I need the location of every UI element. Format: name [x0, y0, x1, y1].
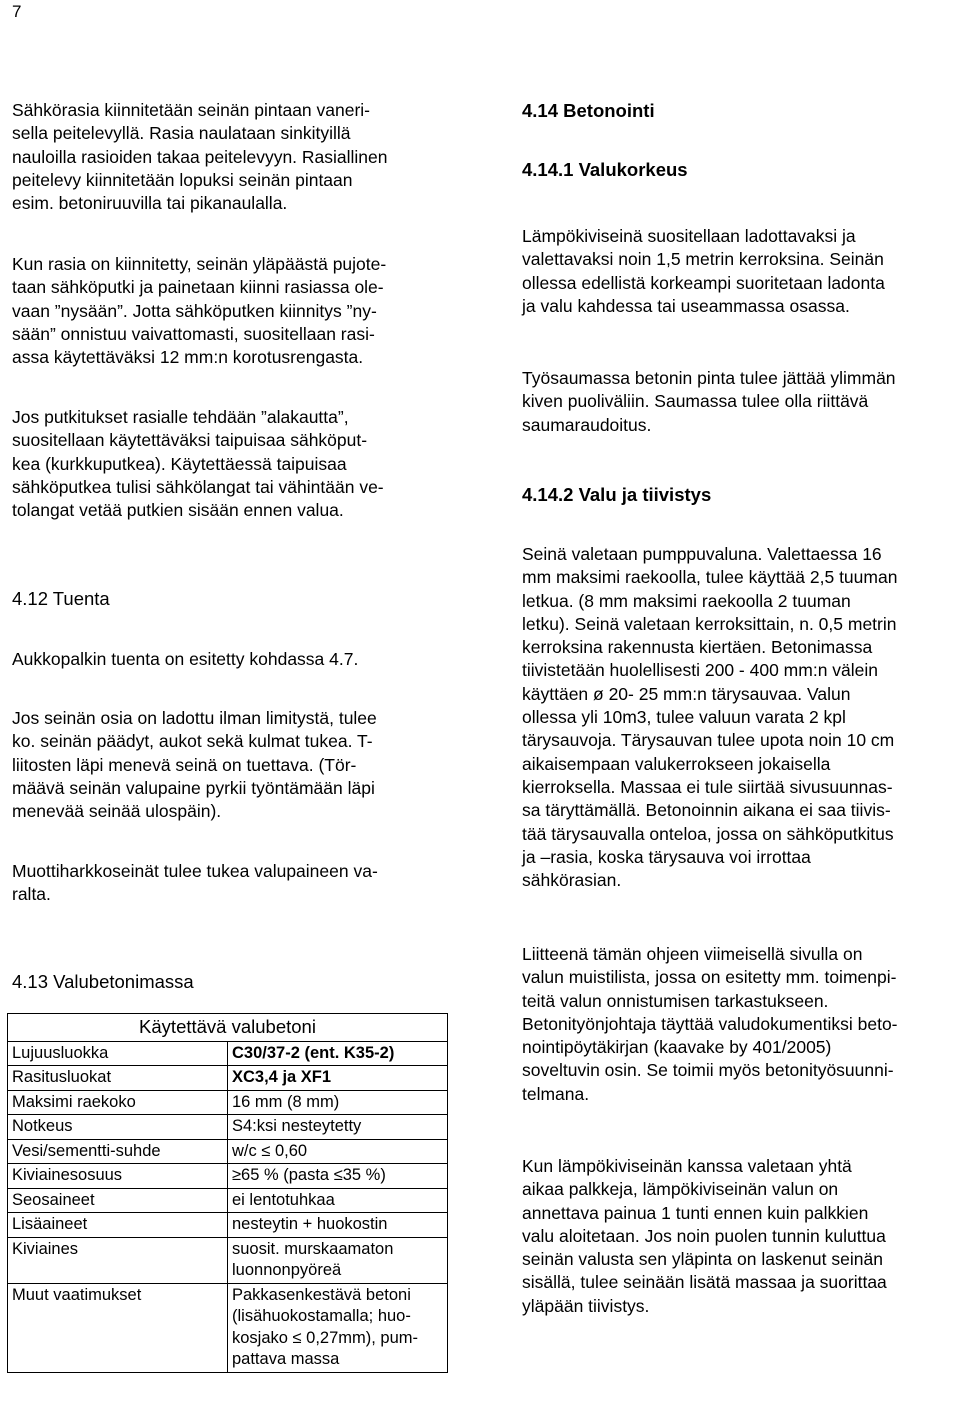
- heading-4-12: 4.12 Tuenta: [12, 588, 110, 609]
- table-value: C30/37-2 (ent. K35-2): [228, 1041, 448, 1066]
- table-value: w/c ≤ 0,60: [228, 1139, 448, 1164]
- table-row: [8, 1237, 448, 1283]
- table-value: S4:ksi nesteytetty: [228, 1115, 448, 1140]
- table-key: Kiviaines: [8, 1237, 228, 1283]
- table-key: Lisäaineet: [8, 1213, 228, 1238]
- table-key: Vesi/sementti-suhde: [8, 1139, 228, 1164]
- table-value: 16 mm (8 mm): [228, 1090, 448, 1115]
- table-row: [8, 1139, 448, 1164]
- paragraph-work-joint: Työsaumassa betonin pinta tulee jättää ylimmän kiven puoliväliin. Saumassa tulee olla riittävä saumaraudoitus.: [522, 368, 896, 435]
- table-key: Muut vaatimukset: [8, 1283, 228, 1372]
- paragraph-conduit-from-below: Jos putkitukset rasialle tehdään ”alakautta”, suositellaan käytettäväksi taipuisaa sähköput- kea (kurkkuputkea). Käytettäessä taipuisaa sähköputkea tulisi sähkölangat tai vähintään ve- tolangat vetää putkien sisään ennen valua.: [12, 407, 384, 521]
- paragraph-formwork-support: Muottiharkkoseinät tulee tukea valupaineen va- ralta.: [12, 861, 378, 905]
- paragraph-pouring-compaction: Seinä valetaan pumppuvaluna. Valettaessa 16 mm maksimi raekoolla, tulee käyttää 2,5 tuuman letkua. (8 mm maksimi raekoolla 2 tuuman letku). Seinä valetaan kerroksittain, n. 0,5 metrin kerroksina rakennusta kiertäen. Betonimassa tiivistetään huolellisesti 200 - 400 mm:n välein käyttäen ø 20- 25 mm:n tärysauvaa. Valun ollessa yli 10m3, tulee valuun varata 2 kpl tärysauvoja. Tärysauvan tulee upota noin 10 cm aikaisempaan valukerrokseen jokaisella kierroksella. Massaa ei tule siirtää sivusuunnas- sa täryttämällä. Betonoinnin aikana ei saa tiivis- tää tärysauvalla onteloa, jossa on sähköputkitus ja –rasia, koska tärysauva voi irrottaa sähkörasian.: [522, 544, 898, 891]
- paragraph-checklist: Liitteenä tämän ohjeen viimeisellä sivulla on valun muistilista, jossa on esitetty mm. toimenpi- teitä valun onnistumisen tarkastukseen. Betonityönjohtaja täyttää valudokumentiksi beto- nointipöytäkirjan (kaavake by 401/2005) soveltuvin osin. Se toimii myös betonityösuunni- telmana.: [522, 944, 898, 1104]
- heading-4-14: 4.14 Betonointi: [522, 100, 655, 121]
- table-row: [8, 1164, 448, 1189]
- table-key: Kiviainesosuus: [8, 1164, 228, 1189]
- paragraph-conduit-insertion: Kun rasia on kiinnitetty, seinän yläpäästä pujote- taan sähköputki ja painetaan kiinni rasiassa ole- vaan ”nysään”. Jotta sähköputken kiinnitys ”ny- sään” onnistuu vaivattomasti, suositellaan rasi- assa käytettäväksi 12 mm:n korotusrengasta.: [12, 254, 387, 368]
- page-number: 7: [12, 2, 22, 21]
- table-key: Lujuusluokka: [8, 1041, 228, 1066]
- heading-4-14-2: 4.14.2 Valu ja tiivistys: [522, 484, 712, 505]
- table-key: Notkeus: [8, 1115, 228, 1140]
- table-value: ≥65 % (pasta ≤35 %): [228, 1164, 448, 1189]
- heading-4-14-1: 4.14.1 Valukorkeus: [522, 159, 688, 180]
- table-row: [8, 1213, 448, 1238]
- table-row: [8, 1115, 448, 1140]
- table-row: [8, 1283, 448, 1372]
- table-key: Maksimi raekoko: [8, 1090, 228, 1115]
- paragraph-junction-box-mounting: Sähkörasia kiinnitetään seinän pintaan vaneri- sella peitelevyllä. Rasia naulataan sinkityillä nauloilla rasioiden takaa peitelevyyn. Rasiallinen peitelevy kiinnitetään lopuksi seinän pintaan esim. betoniruuvilla tai pikanaulalla.: [12, 100, 388, 214]
- table-value: nesteytin + huokostin: [228, 1213, 448, 1238]
- table-row: [8, 1066, 448, 1091]
- heading-4-13: 4.13 Valubetonimassa: [12, 971, 194, 992]
- table-row: [8, 1090, 448, 1115]
- paragraph-lintel-support: Aukkopalkin tuenta on esitetty kohdassa 4.7.: [12, 649, 359, 669]
- table-value: XC3,4 ja XF1: [228, 1066, 448, 1091]
- table-key: Rasitusluokat: [8, 1066, 228, 1091]
- right-column: [522, 0, 960, 1426]
- paragraph-beams: Kun lämpökiviseinän kanssa valetaan yhtä aikaa palkkeja, lämpökiviseinän valun on annettava painua 1 tunti ennen kuin palkkien valu aloitetaan. Jos noin puolen tunnin kuluttua seinän valusta sen yläpinta on laskenut seinän sisällä, tulee seinään lisätä massaa ja suorittaa yläpään tiivistys.: [522, 1156, 887, 1316]
- table-row: [8, 1188, 448, 1213]
- table-row: [8, 1041, 448, 1066]
- table-caption-row: [8, 1014, 448, 1042]
- table-value: Pakkasenkestävä betoni (lisähuokostamalla; huo- kosjako ≤ 0,27mm), pum- pattava massa: [228, 1283, 448, 1372]
- concrete-spec-table: [7, 1013, 448, 1373]
- paragraph-wall-support: Jos seinän osia on ladottu ilman limitystä, tulee ko. seinän päädyt, aukot sekä kulmat tukea. T- liitosten läpi menevä seinä on tuettava. (Tör- määvä seinän valupaine pyrkii työntämään läpi menevää seinää ulospäin).: [12, 708, 377, 822]
- table-value: suosit. murskaamaton luonnonpyöreä: [228, 1237, 448, 1283]
- paragraph-pour-height: Lämpökiviseinä suositellaan ladottavaksi ja valettavaksi noin 1,5 metrin kerroksina. Seinän ollessa edellistä korkeampi suoritetaan ladonta ja valu kahdessa tai useammassa osassa.: [522, 226, 885, 316]
- table-caption: Käytettävä valubetoni: [8, 1014, 448, 1042]
- table-value: ei lentotuhkaa: [228, 1188, 448, 1213]
- table-key: Seosaineet: [8, 1188, 228, 1213]
